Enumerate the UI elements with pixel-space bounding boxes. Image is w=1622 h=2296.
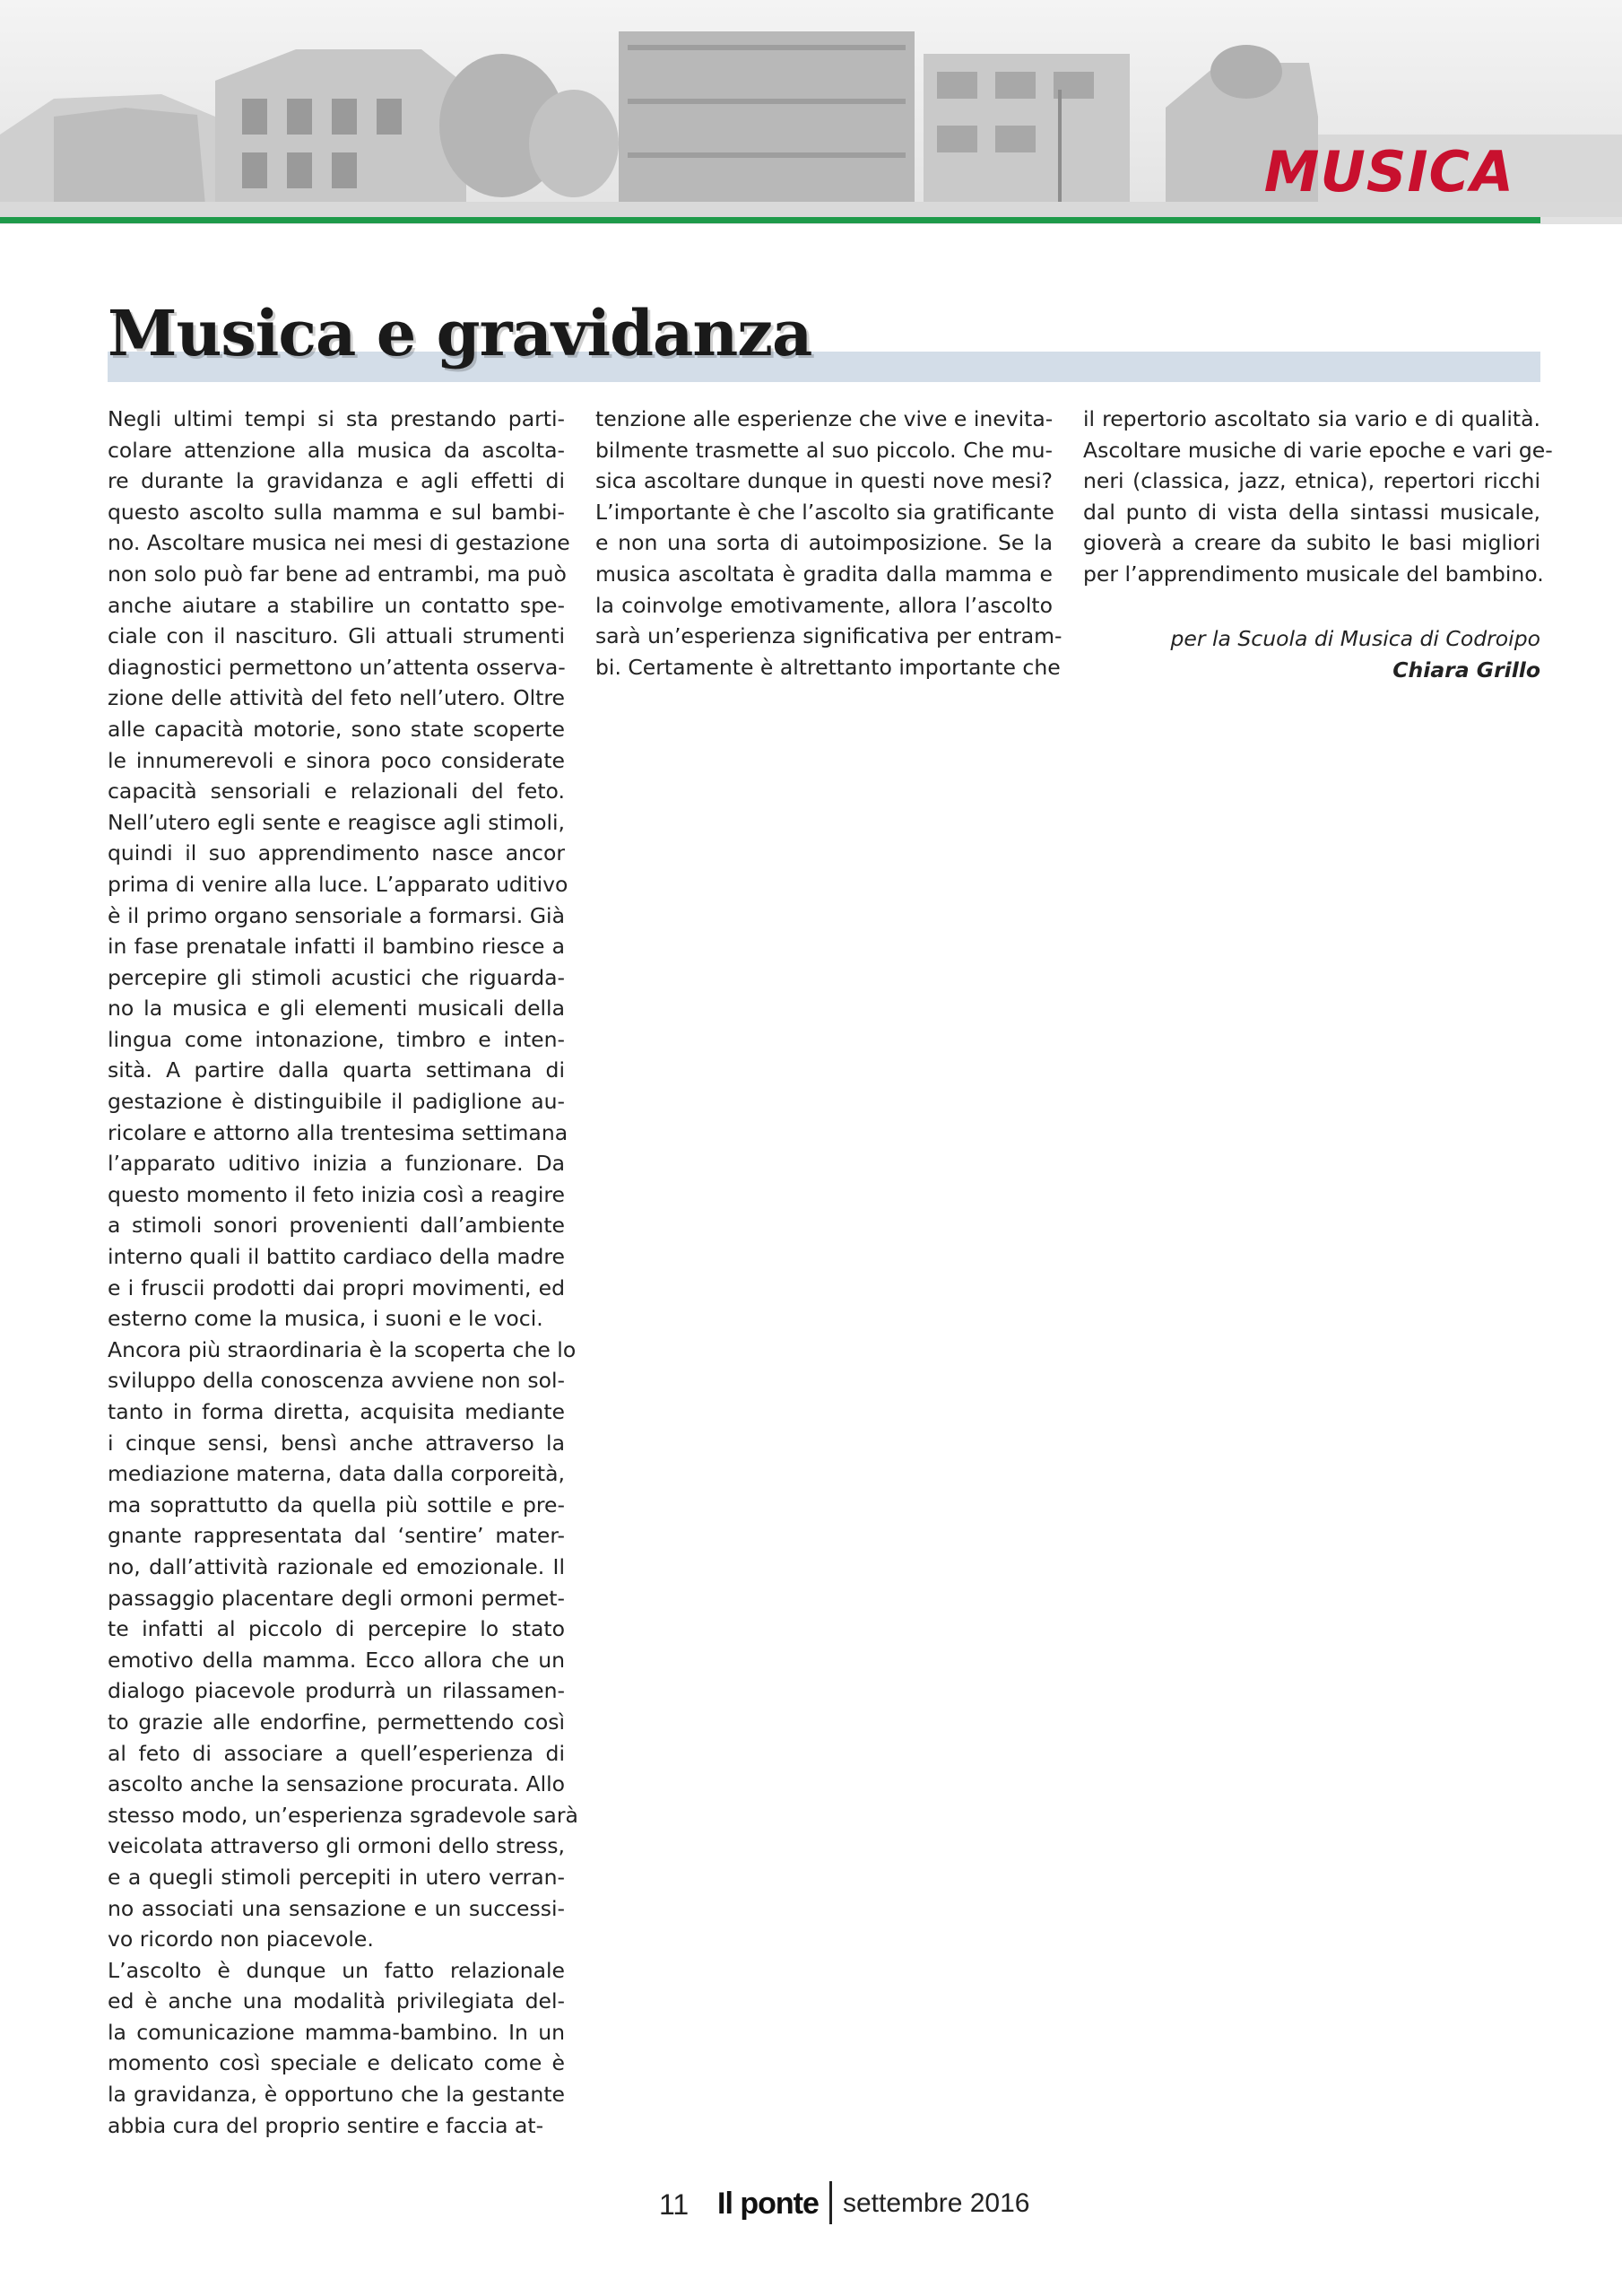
text-line: esterno come la musica, i suoni e le voci.	[108, 1306, 543, 1332]
section-label: MUSICA	[1263, 139, 1514, 204]
text-line: questo momento il feto inizia così a reagire	[108, 1181, 565, 1207]
publication-logo: Il ponte	[717, 2187, 819, 2221]
text-line: e i fruscii prodotti dai propri movimenti, ed	[108, 1274, 565, 1300]
text-line: gnante rappresentata dal ‘sentire’ mater-	[108, 1523, 565, 1549]
text-line: L’importante è che l’ascolto sia gratificante	[595, 499, 1054, 525]
text-line: la comunicazione mamma-bambino. In un	[108, 2019, 565, 2045]
text-line: Negli ultimi tempi si sta prestando parti-	[108, 406, 565, 431]
text-line: e a quegli stimoli percepiti in utero verran-	[108, 1864, 565, 1890]
text-line: per l’apprendimento musicale del bambino.	[1083, 561, 1544, 587]
text-line: il repertorio ascoltato sia vario e di qualità.	[1083, 406, 1540, 431]
text-line: momento così speciale e delicato come è	[108, 2050, 565, 2076]
text-line: percepire gli stimoli acustici che riguarda-	[108, 964, 565, 990]
text-line: sarà un’esperienza significativa per entram-	[595, 623, 1063, 649]
text-line: quindi il suo apprendimento nasce ancor	[108, 840, 565, 866]
article-title: Musica e gravidanza	[108, 296, 812, 370]
text-line: bi. Certamente è altrettanto importante che	[595, 654, 1061, 680]
text-line: capacità sensoriali e relazionali del feto.	[108, 778, 565, 804]
text-line: veicolata attraverso gli ormoni dello stress,	[108, 1833, 565, 1859]
text-line: a stimoli sonori provenienti dall’ambiente	[108, 1213, 565, 1239]
text-line: emotivo della mamma. Ecco allora che un	[108, 1647, 565, 1673]
text-line: è il primo organo sensoriale a formarsi. Già	[108, 902, 565, 928]
text-line: sviluppo della conoscenza avviene non sol-	[108, 1368, 565, 1394]
text-line: e non una sorta di autoimposizione. Se la	[595, 530, 1053, 556]
text-line: Ascoltare musiche di varie epoche e vari ge-	[1083, 437, 1553, 463]
text-line: alle capacità motorie, sono state scoperte	[108, 716, 565, 742]
text-line: abbia cura del proprio sentire e faccia at-	[108, 2112, 544, 2138]
text-line: prima di venire alla luce. L’apparato uditivo	[108, 871, 568, 897]
text-line: sità. A partire dalla quarta settimana di	[108, 1057, 565, 1083]
issue-date: settembre 2016	[843, 2188, 1030, 2218]
text-line: tenzione alle esperienze che vive e inevita-	[595, 406, 1054, 431]
text-line: dal punto di vista della sintassi musicale,	[1083, 499, 1540, 525]
text-line: gioverà a creare da subito le basi migliori	[1083, 530, 1540, 556]
text-line: re durante la gravidanza e agli effetti di	[108, 468, 565, 494]
signature-school: per la Scuola di Musica di Codroipo	[1170, 626, 1540, 651]
text-line: ascolto anche la sensazione procurata. Allo	[108, 1771, 565, 1797]
text-line: to grazie alle endorfine, permettendo così	[108, 1709, 565, 1735]
text-line: non solo può far bene ad entrambi, ma può	[108, 561, 567, 587]
text-line: sica ascoltare dunque in questi nove mesi?	[595, 468, 1053, 494]
text-line: no, dall’attività razionale ed emozionale. Il	[108, 1553, 565, 1579]
signature-author: Chiara Grillo	[1392, 657, 1540, 683]
footer-divider	[829, 2181, 832, 2224]
page-footer	[0, 2181, 1622, 2226]
text-line: vo ricordo non piacevole.	[108, 1926, 374, 1952]
text-line: in fase prenatale infatti il bambino riesce a	[108, 934, 565, 960]
text-line: bilmente trasmette al suo piccolo. Che mu-	[595, 437, 1053, 463]
text-line: al feto di associare a quell’esperienza di	[108, 1740, 565, 1766]
text-line: ma soprattutto da quella più sottile e pre-	[108, 1492, 565, 1518]
signature	[1083, 623, 1540, 685]
text-line: dialogo piacevole produrrà un rilassamen-	[108, 1678, 565, 1704]
text-line: ricolare e attorno alla trentesima settimana	[108, 1119, 568, 1145]
text-line: lingua come intonazione, timbro e inten-	[108, 1026, 565, 1052]
text-line: neri (classica, jazz, etnica), repertori ricchi	[1083, 468, 1540, 494]
text-line: anche aiutare a stabilire un contatto spe-	[108, 592, 565, 618]
text-line: la gravidanza, è opportuno che la gestante	[108, 2082, 565, 2108]
text-line: L’ascolto è dunque un fatto relazionale	[108, 1957, 565, 1983]
text-line: l’apparato uditivo inizia a funzionare. Da	[108, 1151, 565, 1177]
text-line: te infatti al piccolo di percepire lo stato	[108, 1616, 565, 1642]
text-line: diagnostici permettono un’attenta osserva-	[108, 654, 566, 680]
text-line: musica ascoltata è gradita dalla mamma e	[595, 561, 1053, 587]
text-line: stesso modo, un’esperienza sgradevole sarà	[108, 1802, 578, 1828]
text-line: ciale con il nascituro. Gli attuali strumenti	[108, 623, 565, 649]
text-line: no. Ascoltare musica nei mesi di gestazione	[108, 530, 570, 556]
text-line: no associati una sensazione e un successi-	[108, 1895, 565, 1921]
text-line: questo ascolto sulla mamma e sul bambi-	[108, 499, 565, 525]
text-line: colare attenzione alla musica da ascolta-	[108, 437, 565, 463]
text-line: Nell’utero egli sente e reagisce agli stimoli,	[108, 809, 565, 835]
text-line: i cinque sensi, bensì anche attraverso la	[108, 1430, 565, 1456]
text-line: interno quali il battito cardiaco della madre	[108, 1244, 565, 1270]
text-line: ed è anche una modalità privilegiata del-	[108, 1988, 565, 2014]
article-column-3	[1083, 404, 1553, 590]
header-rule	[0, 217, 1540, 223]
text-line: gestazione è distinguibile il padiglione au-	[108, 1089, 565, 1115]
text-line: la coinvolge emotivamente, allora l’ascolto	[595, 592, 1053, 618]
page-number: 11	[659, 2188, 690, 2221]
text-line: le innumerevoli e sinora poco considerate	[108, 747, 565, 773]
text-line: Ancora più straordinaria è la scoperta che lo	[108, 1336, 577, 1362]
article-column-2	[595, 404, 1063, 683]
text-line: no la musica e gli elementi musicali della	[108, 996, 565, 1022]
text-line: mediazione materna, data dalla corporeità,	[108, 1461, 565, 1487]
text-line: tanto in forma diretta, acquisita mediante	[108, 1399, 565, 1424]
text-line: passaggio placentare degli ormoni permet-	[108, 1585, 565, 1611]
article-column-1	[108, 404, 578, 2141]
text-line: zione delle attività del feto nell’utero. Oltre	[108, 685, 565, 711]
